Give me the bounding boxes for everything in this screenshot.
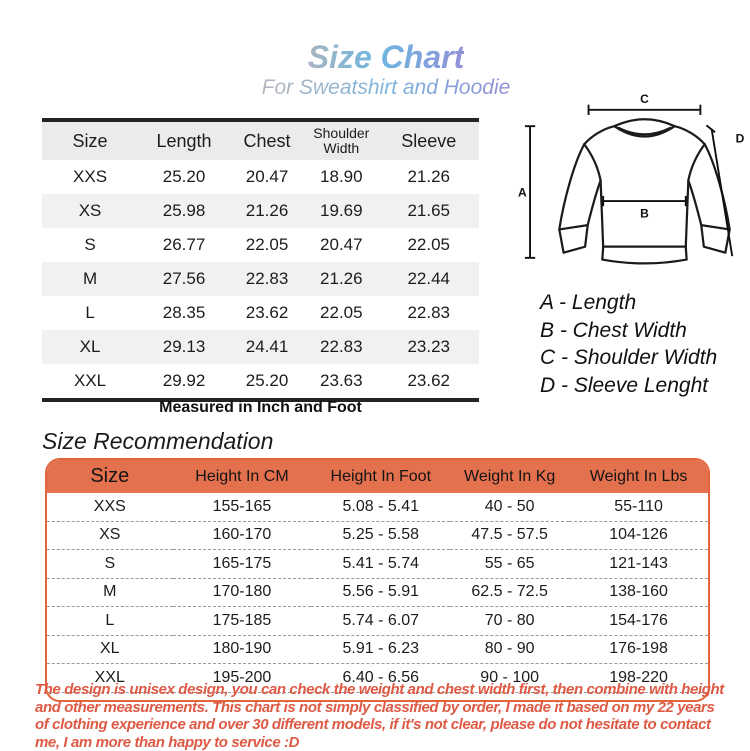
table-row (47, 635, 708, 664)
legend-item: A - Length (540, 291, 637, 314)
measurement-table-section (42, 118, 479, 416)
table-cell: 22.83 (320, 337, 363, 356)
table-cell: 22.05 (245, 235, 289, 254)
disclaimer-text: The design is unisex design, you can check the weight and chest width first, then combine with height and other measurements. This chart is not simply classified by order, I made it based on my 22 years of clothing experience and over 30 different models, if it's not clear, please do not hesitate to contact me, I am more than happy to service :D (35, 681, 724, 751)
right-cuff (701, 225, 729, 253)
right-sleeve-inner (688, 180, 701, 225)
label-a: A (518, 185, 527, 200)
table-cell: 5.41 - 5.74 (311, 550, 450, 579)
right-armhole (688, 144, 704, 180)
table-cell: 21.65 (407, 201, 450, 220)
measurement-header-row (42, 120, 479, 160)
table-row (42, 364, 479, 400)
table-row (42, 228, 479, 262)
table-cell: 40 - 50 (450, 493, 569, 521)
table-cell: 165-175 (173, 550, 312, 579)
table-cell: 19.69 (320, 201, 363, 220)
table-cell: 23.62 (245, 303, 289, 322)
table-cell: 5.91 - 6.23 (311, 635, 450, 664)
body-left-side (601, 180, 604, 246)
measure-line-b (603, 196, 686, 206)
table-cell: 28.35 (162, 303, 206, 322)
column-header: Height In Foot (311, 460, 450, 493)
column-header: Size (42, 120, 138, 160)
table-cell: XXL (73, 371, 107, 390)
recommendation-header-row (47, 460, 708, 493)
column-header: Weight In Kg (450, 460, 569, 493)
table-row (47, 578, 708, 607)
table-cell: 155-165 (173, 493, 312, 521)
left-sleeve-outer (559, 144, 584, 229)
table-row (47, 607, 708, 636)
table-cell: 160-170 (173, 521, 312, 550)
table-cell: 62.5 - 72.5 (450, 578, 569, 607)
table-cell: 6.40 - 6.56 (311, 664, 450, 693)
column-header: Chest (230, 120, 304, 160)
table-cell: XS (47, 521, 173, 550)
column-header: Size (47, 460, 173, 493)
recommendation-table-head (47, 460, 708, 493)
table-cell: 23.63 (320, 371, 363, 390)
size-recommendation-heading: Size Recommendation (42, 428, 274, 454)
table-cell: 25.98 (162, 201, 206, 220)
table-cell: 18.90 (320, 167, 363, 186)
recommendation-table-wrap (45, 458, 710, 702)
sweatshirt-diagram (518, 94, 746, 284)
table-row (47, 550, 708, 579)
legend-item: D - Sleeve Lenght (540, 373, 709, 397)
table-cell: 55 - 65 (450, 550, 569, 579)
table-cell: 154-176 (569, 607, 708, 636)
measurement-table-head (42, 120, 479, 160)
column-header: Length (138, 120, 230, 160)
collar-back-arc (614, 119, 674, 126)
table-cell: 170-180 (173, 578, 312, 607)
table-cell: 5.08 - 5.41 (311, 493, 450, 521)
table-cell: 25.20 (245, 371, 289, 390)
measurement-table (42, 118, 479, 402)
label-c: C (640, 94, 649, 106)
table-cell: 5.74 - 6.07 (311, 607, 450, 636)
table-row (42, 160, 479, 194)
table-cell: 104-126 (569, 521, 708, 550)
column-header: Shoulder Width (304, 120, 378, 160)
table-cell: 180-190 (173, 635, 312, 664)
table-cell: 80 - 90 (450, 635, 569, 664)
table-cell: 20.47 (245, 167, 289, 186)
label-d: D (735, 131, 745, 146)
table-cell: 5.56 - 5.91 (311, 578, 450, 607)
table-cell: 25.20 (162, 167, 206, 186)
column-header: Height In CM (173, 460, 312, 493)
table-row (42, 262, 479, 296)
table-cell: 23.62 (407, 371, 450, 390)
table-cell: 21.26 (245, 201, 289, 220)
table-cell: 90 - 100 (450, 664, 569, 693)
legend-item: B - Chest Width (540, 318, 687, 342)
table-cell: 23.23 (407, 337, 450, 356)
measurement-unit-note: Measured in Inch and Foot (159, 399, 362, 416)
table-cell: 195-200 (173, 664, 312, 693)
measurement-annotations (518, 94, 745, 258)
table-cell: 70 - 80 (450, 607, 569, 636)
table-cell: 21.26 (407, 167, 450, 186)
table-cell: 29.13 (162, 337, 206, 356)
table-cell: 22.05 (407, 235, 450, 254)
measurement-table-body (42, 160, 479, 400)
table-cell: XL (47, 635, 173, 664)
table-cell: 47.5 - 57.5 (450, 521, 569, 550)
table-row (42, 330, 479, 364)
table-cell: 176-198 (569, 635, 708, 664)
table-cell: 55-110 (569, 493, 708, 521)
table-row (42, 296, 479, 330)
table-cell: 26.77 (162, 235, 206, 254)
right-shoulder (675, 126, 705, 144)
left-cuff (559, 225, 587, 253)
table-row (47, 521, 708, 550)
diagram-legend (540, 289, 717, 399)
table-cell: M (47, 578, 173, 607)
table-cell: 29.92 (162, 371, 206, 390)
table-cell: XL (79, 337, 101, 356)
table-cell: XXL (47, 664, 173, 693)
label-b: B (640, 206, 649, 221)
table-cell: 198-220 (569, 664, 708, 693)
sweatshirt-diagram-svg (518, 94, 746, 284)
body-right-side (686, 180, 689, 246)
left-sleeve-inner (588, 180, 601, 225)
table-cell: S (84, 235, 96, 254)
table-cell: 121-143 (569, 550, 708, 579)
table-row (47, 493, 708, 521)
legend-item: C - Shoulder Width (540, 346, 718, 369)
table-cell: 175-185 (173, 607, 312, 636)
hem-band (602, 247, 686, 264)
table-cell: L (47, 607, 173, 636)
table-cell: XS (78, 201, 102, 220)
column-header: Sleeve (378, 120, 479, 160)
table-cell: L (85, 303, 95, 322)
table-cell: XXS (73, 167, 108, 186)
measure-line-d (706, 125, 732, 256)
page-header (0, 40, 750, 99)
table-cell: 21.26 (320, 269, 363, 288)
table-cell: 24.41 (245, 337, 289, 356)
table-cell: 20.47 (320, 235, 363, 254)
table-cell: 22.83 (407, 303, 450, 322)
table-cell: S (47, 550, 173, 579)
left-armhole (584, 144, 600, 180)
table-row (42, 194, 479, 228)
table-cell: XXS (47, 493, 173, 521)
recommendation-table-body (47, 493, 708, 692)
column-header: Weight In Lbs (569, 460, 708, 493)
recommendation-table (47, 460, 708, 693)
table-cell: 138-160 (569, 578, 708, 607)
table-cell: 27.56 (162, 269, 206, 288)
page-subtitle: For Sweatshirt and Hoodie (261, 76, 511, 99)
table-cell: 5.25 - 5.58 (311, 521, 450, 550)
table-cell: 22.05 (320, 303, 363, 322)
table-cell: 22.44 (407, 269, 450, 288)
sweatshirt-outline (559, 119, 729, 263)
left-shoulder (584, 126, 614, 144)
table-cell: M (82, 269, 98, 288)
table-cell: 22.83 (245, 269, 289, 288)
measure-line-c (589, 105, 701, 115)
page-title: Size Chart (307, 39, 465, 75)
